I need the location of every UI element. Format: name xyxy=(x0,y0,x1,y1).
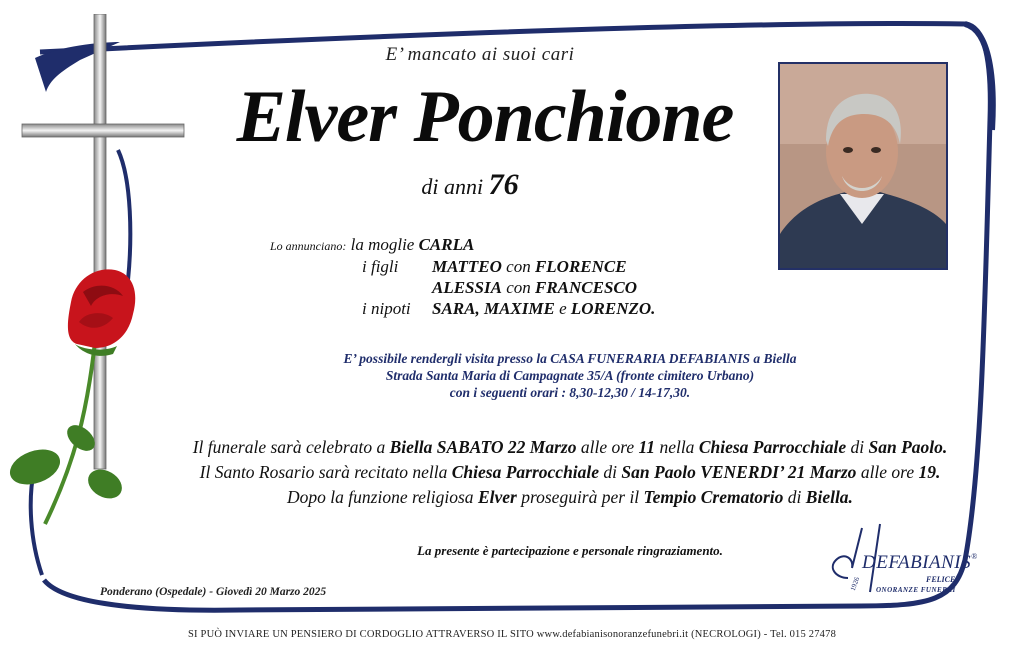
rose-icon xyxy=(5,262,155,532)
logo-tagline: ONORANZE FUNEBRI xyxy=(876,586,956,594)
children-row-1 xyxy=(362,256,398,277)
child1-with: con xyxy=(506,257,531,276)
deceased-name: Elver Ponchione xyxy=(236,76,734,158)
child1-partner: FLORENCE xyxy=(534,257,627,276)
footer-text: SI PUÒ INVIARE UN PENSIERO DI CORDOGLIO ATTRAVERSO IL SITO www.defabianisonoranzefunebri.it (NECROLOGI) - Tel. 015 27478 xyxy=(187,629,837,640)
child2-with: con xyxy=(506,278,531,297)
logo-reg: ® xyxy=(971,552,978,561)
funeral-line-3: Dopo la funzione religiosa Elver proseguirà per il Tempio Crematorio di Biella. xyxy=(287,487,853,507)
portrait-photo xyxy=(778,62,948,270)
defabianis-logo xyxy=(818,520,978,600)
child2-name: ALESSIA xyxy=(432,278,502,297)
visit-line-1: E’ possibile rendergli visita presso la CASA FUNERARIA DEFABIANIS a Biella xyxy=(343,351,797,366)
children-label: i figli xyxy=(362,257,399,276)
grandchildren-and: e xyxy=(559,299,567,318)
wife-name: CARLA xyxy=(418,235,475,254)
funeral-line-1: Il funerale sarà celebrato a Biella SABATO 22 Marzo alle ore 11 nella Chiesa Parrocchiale di San Paolo. xyxy=(192,437,948,457)
child-1 xyxy=(432,256,627,277)
logo-brand: DEFABIANIS xyxy=(862,552,972,573)
funeral-line-2: Il Santo Rosario sarà recitato nella Chiesa Parrocchiale di San Paolo VENERDI’ 21 Marzo alle ore 19. xyxy=(199,462,941,482)
grandchildren-b: LORENZO. xyxy=(570,299,656,318)
visit-line-3: con i seguenti orari : 8,30-12,30 / 14-17,30. xyxy=(449,385,691,400)
grandchildren xyxy=(432,298,655,319)
visit-info xyxy=(250,350,890,401)
age-line xyxy=(400,168,540,202)
grandchildren-label: i nipoti xyxy=(362,299,411,318)
child1-name: MATTEO xyxy=(432,257,502,276)
grandchildren-a: SARA, MAXIME xyxy=(432,299,555,318)
funeral-info xyxy=(150,435,990,510)
announcer-label: Lo annunciano: xyxy=(270,239,347,253)
age-value: 76 xyxy=(488,168,519,201)
visit-line-2: Strada Santa Maria di Campagnate 35/A (fronte cimitero Urbano) xyxy=(385,368,755,383)
age-prefix: di anni xyxy=(421,174,484,199)
family-announcement xyxy=(270,234,474,257)
child2-partner: FRANCESCO xyxy=(534,278,638,297)
child-2 xyxy=(432,277,637,298)
place-date: Ponderano (Ospedale) - Giovedì 20 Marzo 2025 xyxy=(100,586,327,598)
thanks-text: La presente è partecipazione e personale ringraziamento. xyxy=(417,543,723,558)
wife-label: la moglie xyxy=(350,235,415,254)
logo-sub: FELICE xyxy=(926,575,956,584)
logo-year: 1926 xyxy=(848,576,862,592)
intro-text: E’ mancato ai suoi cari xyxy=(385,44,575,65)
